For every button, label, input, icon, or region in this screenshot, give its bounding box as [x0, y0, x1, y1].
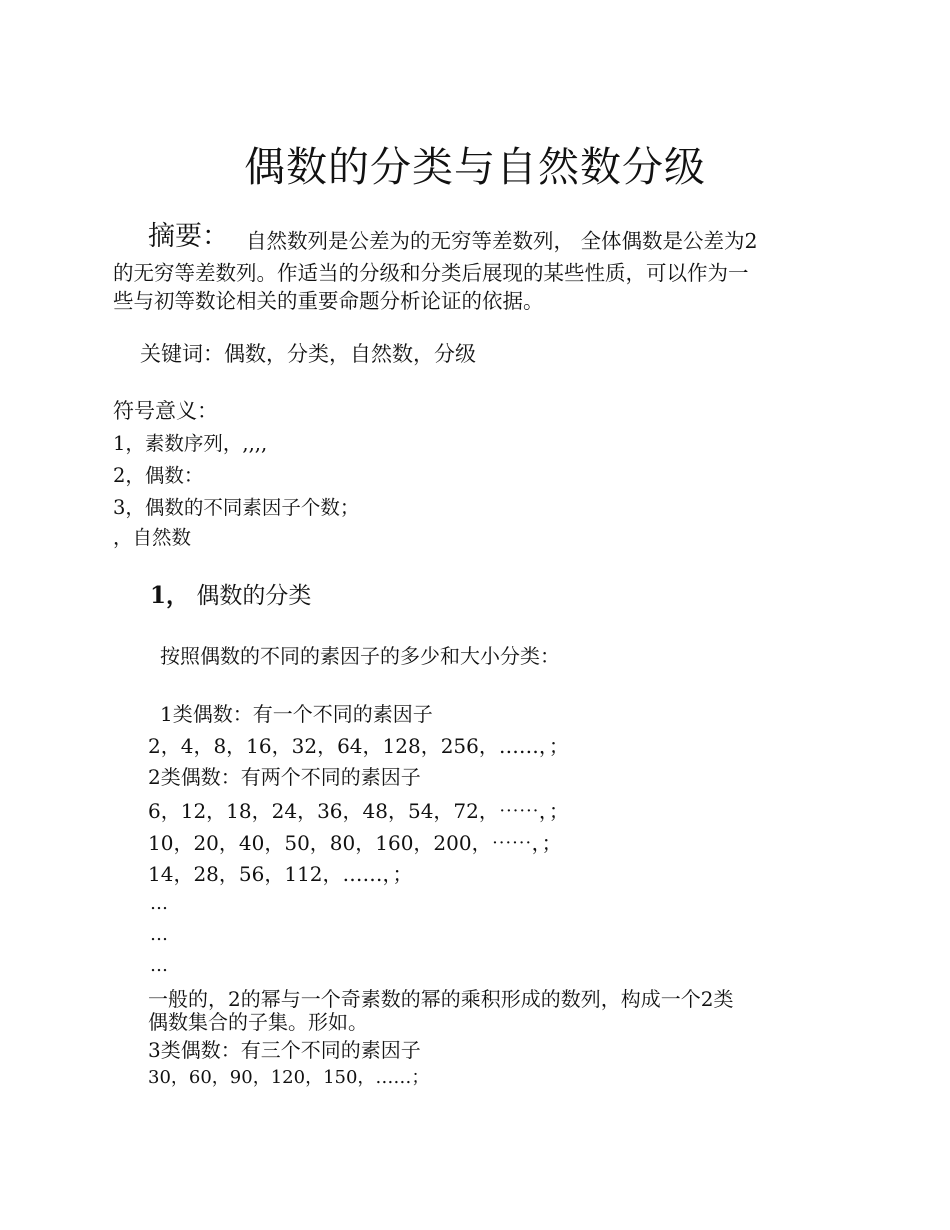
class3-sequence: 30，60，90，120，150，……；: [148, 1067, 430, 1088]
abstract-label: 摘要：: [148, 221, 229, 252]
class1-sequence: 2，4，8，16，32，64，128，256，……，；: [148, 734, 569, 758]
document-title: 偶数的分类与自然数分级: [244, 143, 706, 191]
symbols-heading: 符号意义：: [113, 399, 218, 423]
class2-sequence: 6，12，18，24，36，48，54，72，⋯⋯，；: [148, 799, 569, 823]
section-heading: [150, 577, 311, 610]
class2-sequence: 10，20，40，50，80，160，200，⋯⋯，；: [148, 831, 562, 855]
abstract-line-2: 的无穷等差数列。作适当的分级和分类后展现的某些性质，可以作为一: [113, 261, 749, 285]
classification-intro: 按照偶数的不同的素因子的多少和大小分类：: [160, 644, 560, 668]
symbol-item: ，自然数: [113, 526, 192, 549]
symbol-item: 3，偶数的不同素因子个数；: [113, 496, 360, 519]
ellipsis: …: [150, 893, 169, 914]
ellipsis: …: [150, 924, 169, 945]
symbol-item: 1，素数序列，,,,,: [113, 432, 268, 455]
keywords: 关键词：偶数，分类，自然数，分级: [140, 342, 476, 366]
class2-sequence: 14，28，56，112，……，；: [148, 862, 413, 886]
class2-note-line-2: 偶数集合的子集。形如。: [148, 1010, 368, 1034]
class2-note-line-1: 一般的，2的幂与一个奇素数的幂的乘积形成的数列，构成一个2类: [148, 987, 734, 1011]
class1-heading: 1类偶数：有一个不同的素因子: [160, 702, 433, 726]
class3-heading: 3类偶数：有三个不同的素因子: [148, 1038, 421, 1062]
class2-heading: 2类偶数：有两个不同的素因子: [148, 765, 421, 789]
abstract-line-1: 自然数列是公差为的无穷等差数列， 全体偶数是公差为2: [246, 229, 758, 253]
section-title: 偶数的分类: [196, 583, 312, 609]
abstract-line-3: 些与初等数论相关的重要命题分析论证的依据。: [113, 289, 544, 313]
ellipsis: …: [150, 955, 169, 976]
section-number: 1，: [150, 582, 190, 609]
symbol-item: 2，偶数：: [113, 464, 204, 487]
